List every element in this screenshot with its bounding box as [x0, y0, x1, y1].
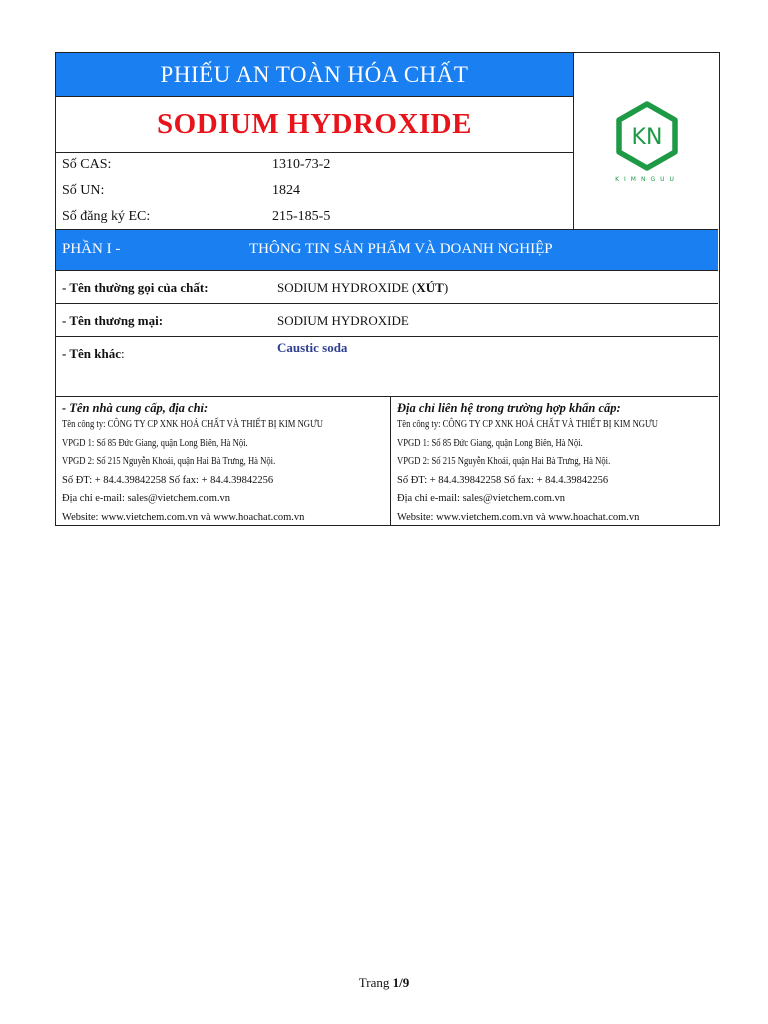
supplier-heading: - Tên nhà cung cấp, địa chỉ: [62, 401, 209, 415]
supplier-office-2: VPGD 2: Số 215 Nguyễn Khoái, quận Hai Bà Trưng, Hà Nội. [62, 456, 276, 467]
supplier-email: Địa chỉ e-mail: sales@vietchem.com.vn [62, 493, 230, 504]
ec-label: Số đăng ký EC: [62, 209, 151, 224]
cas-label: Số CAS: [62, 157, 112, 172]
supplier-column [56, 397, 391, 525]
page-footer [0, 975, 768, 991]
section-number: PHẦN I - [62, 241, 121, 257]
trade-name-label: - Tên thương mại: [62, 313, 164, 328]
ec-value: 215-185-5 [272, 209, 331, 224]
emergency-website: Website: www.vietchem.com.vn và www.hoachat.com.vn [397, 511, 640, 523]
section-title: THÔNG TIN SẢN PHẨM VÀ DOANH NGHIỆP [249, 241, 553, 257]
emergency-office-1: VPGD 1: Số 85 Đức Giang, quận Long Biên, Hà Nội. [397, 437, 583, 449]
common-name-row [56, 271, 718, 304]
emergency-phone: Số ĐT: + 84.4.39842258 Số fax: + 84.4.39842256 [397, 474, 609, 486]
trade-name-row [56, 304, 718, 337]
emergency-office-2: VPGD 2: Số 215 Nguyễn Khoái, quận Hai Bà Trưng, Hà Nội. [397, 456, 611, 467]
emergency-heading: Địa chỉ liên hệ trong trường hợp khẩn cấp: [397, 401, 621, 415]
other-name-row [56, 337, 718, 397]
product-name: SODIUM HYDROXIDE [56, 97, 573, 153]
logo-text: KIMNGUU [614, 176, 679, 183]
msds-sheet [55, 52, 720, 526]
section-header [56, 229, 718, 271]
page-number: 1/9 [392, 975, 410, 990]
document-title: PHIẾU AN TOÀN HÓA CHẤT [56, 53, 573, 97]
page-prefix: Trang [358, 975, 393, 990]
emergency-email: Địa chỉ e-mail: sales@vietchem.com.vn [397, 493, 565, 504]
other-name-value: Caustic soda [277, 340, 348, 355]
un-value: 1824 [272, 183, 300, 198]
un-label: Số UN: [62, 183, 105, 198]
kimnguu-logo-icon [607, 98, 687, 184]
contact-section [56, 397, 718, 525]
other-name-label: - Tên khác: [62, 346, 125, 361]
company-logo [573, 53, 719, 229]
supplier-office-1: VPGD 1: Số 85 Đức Giang, quận Long Biên, Hà Nội. [62, 437, 248, 449]
common-name-label: - Tên thường gọi của chất: [62, 280, 209, 295]
common-name-value: SODIUM HYDROXIDE (XÚT) [277, 280, 449, 295]
supplier-phone: Số ĐT: + 84.4.39842258 Số fax: + 84.4.39842256 [62, 474, 274, 486]
emergency-company: Tên công ty: CÔNG TY CP XNK HOÁ CHẤT VÀ THIẾT BỊ KIM NGƯU [397, 419, 658, 430]
emergency-column [391, 397, 718, 525]
supplier-website: Website: www.vietchem.com.vn và www.hoachat.com.vn [62, 511, 305, 523]
logo-letters: KN [631, 125, 662, 150]
trade-name-value: SODIUM HYDROXIDE [277, 313, 409, 328]
cas-value: 1310-73-2 [272, 157, 331, 172]
supplier-company: Tên công ty: CÔNG TY CP XNK HOÁ CHẤT VÀ THIẾT BỊ KIM NGƯU [62, 419, 323, 430]
